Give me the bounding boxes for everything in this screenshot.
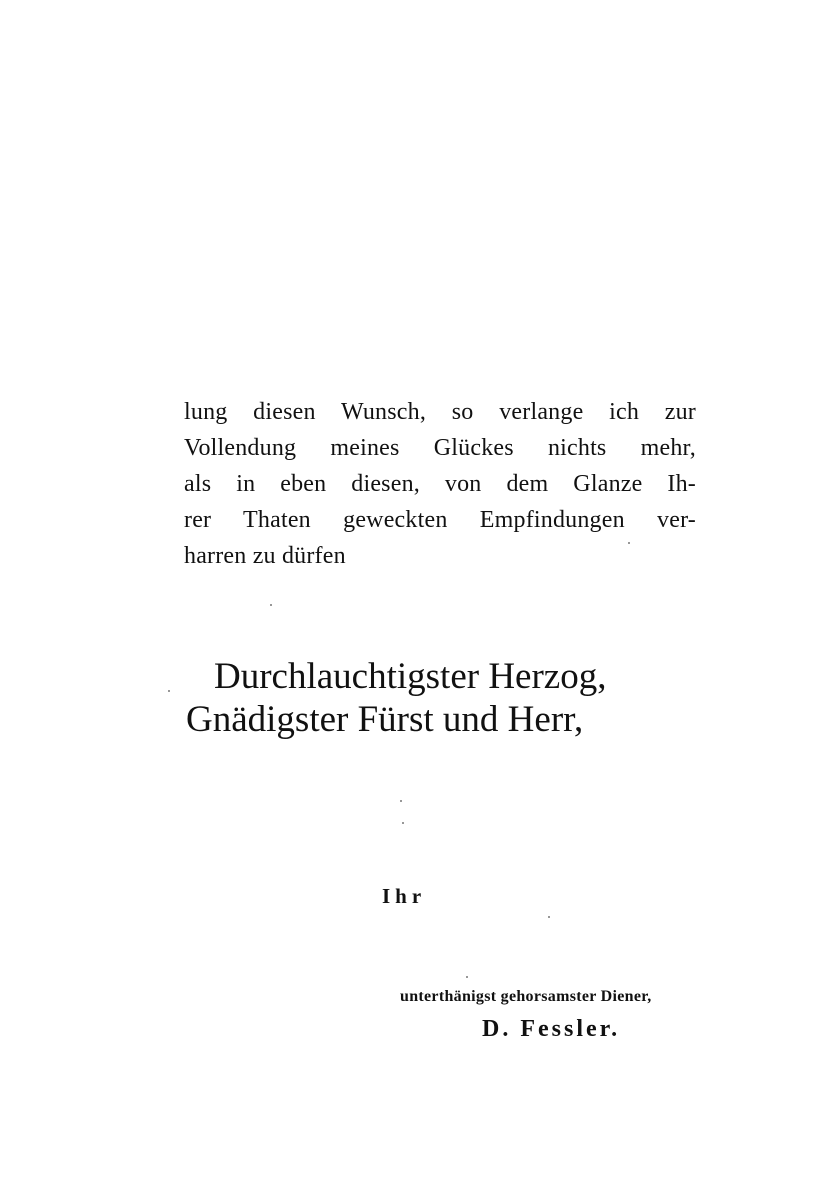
scan-speck [400,800,402,802]
closing-servant-line: unterthänigst gehorsamster Diener, [400,988,652,1005]
scan-speck [628,542,630,544]
salutation-line-1: Durchlauchtigster Herzog, [214,656,607,697]
scan-speck [270,604,272,606]
body-line-4: rer Thaten geweckten Empfindungen ver- [184,507,696,533]
letter-body [184,394,696,574]
scan-speck [168,690,170,692]
body-line-2: Vollendung meines Glückes nichts mehr, [184,435,696,461]
salutation [186,655,686,741]
body-line-5: harren zu dürfen [184,543,346,569]
signature: D. Fessler. [482,1016,621,1042]
body-line-1: lung diesen Wunsch, so verlange ich zur [184,399,696,425]
scan-speck [466,976,468,978]
scan-speck [402,822,404,824]
scan-speck [548,916,550,918]
salutation-line-2: Gnädigster Fürst und Herr, [186,699,584,740]
body-line-3: als in eben diesen, von dem Glanze Ih- [184,471,696,497]
closing-ihr: Ihr [382,884,427,908]
